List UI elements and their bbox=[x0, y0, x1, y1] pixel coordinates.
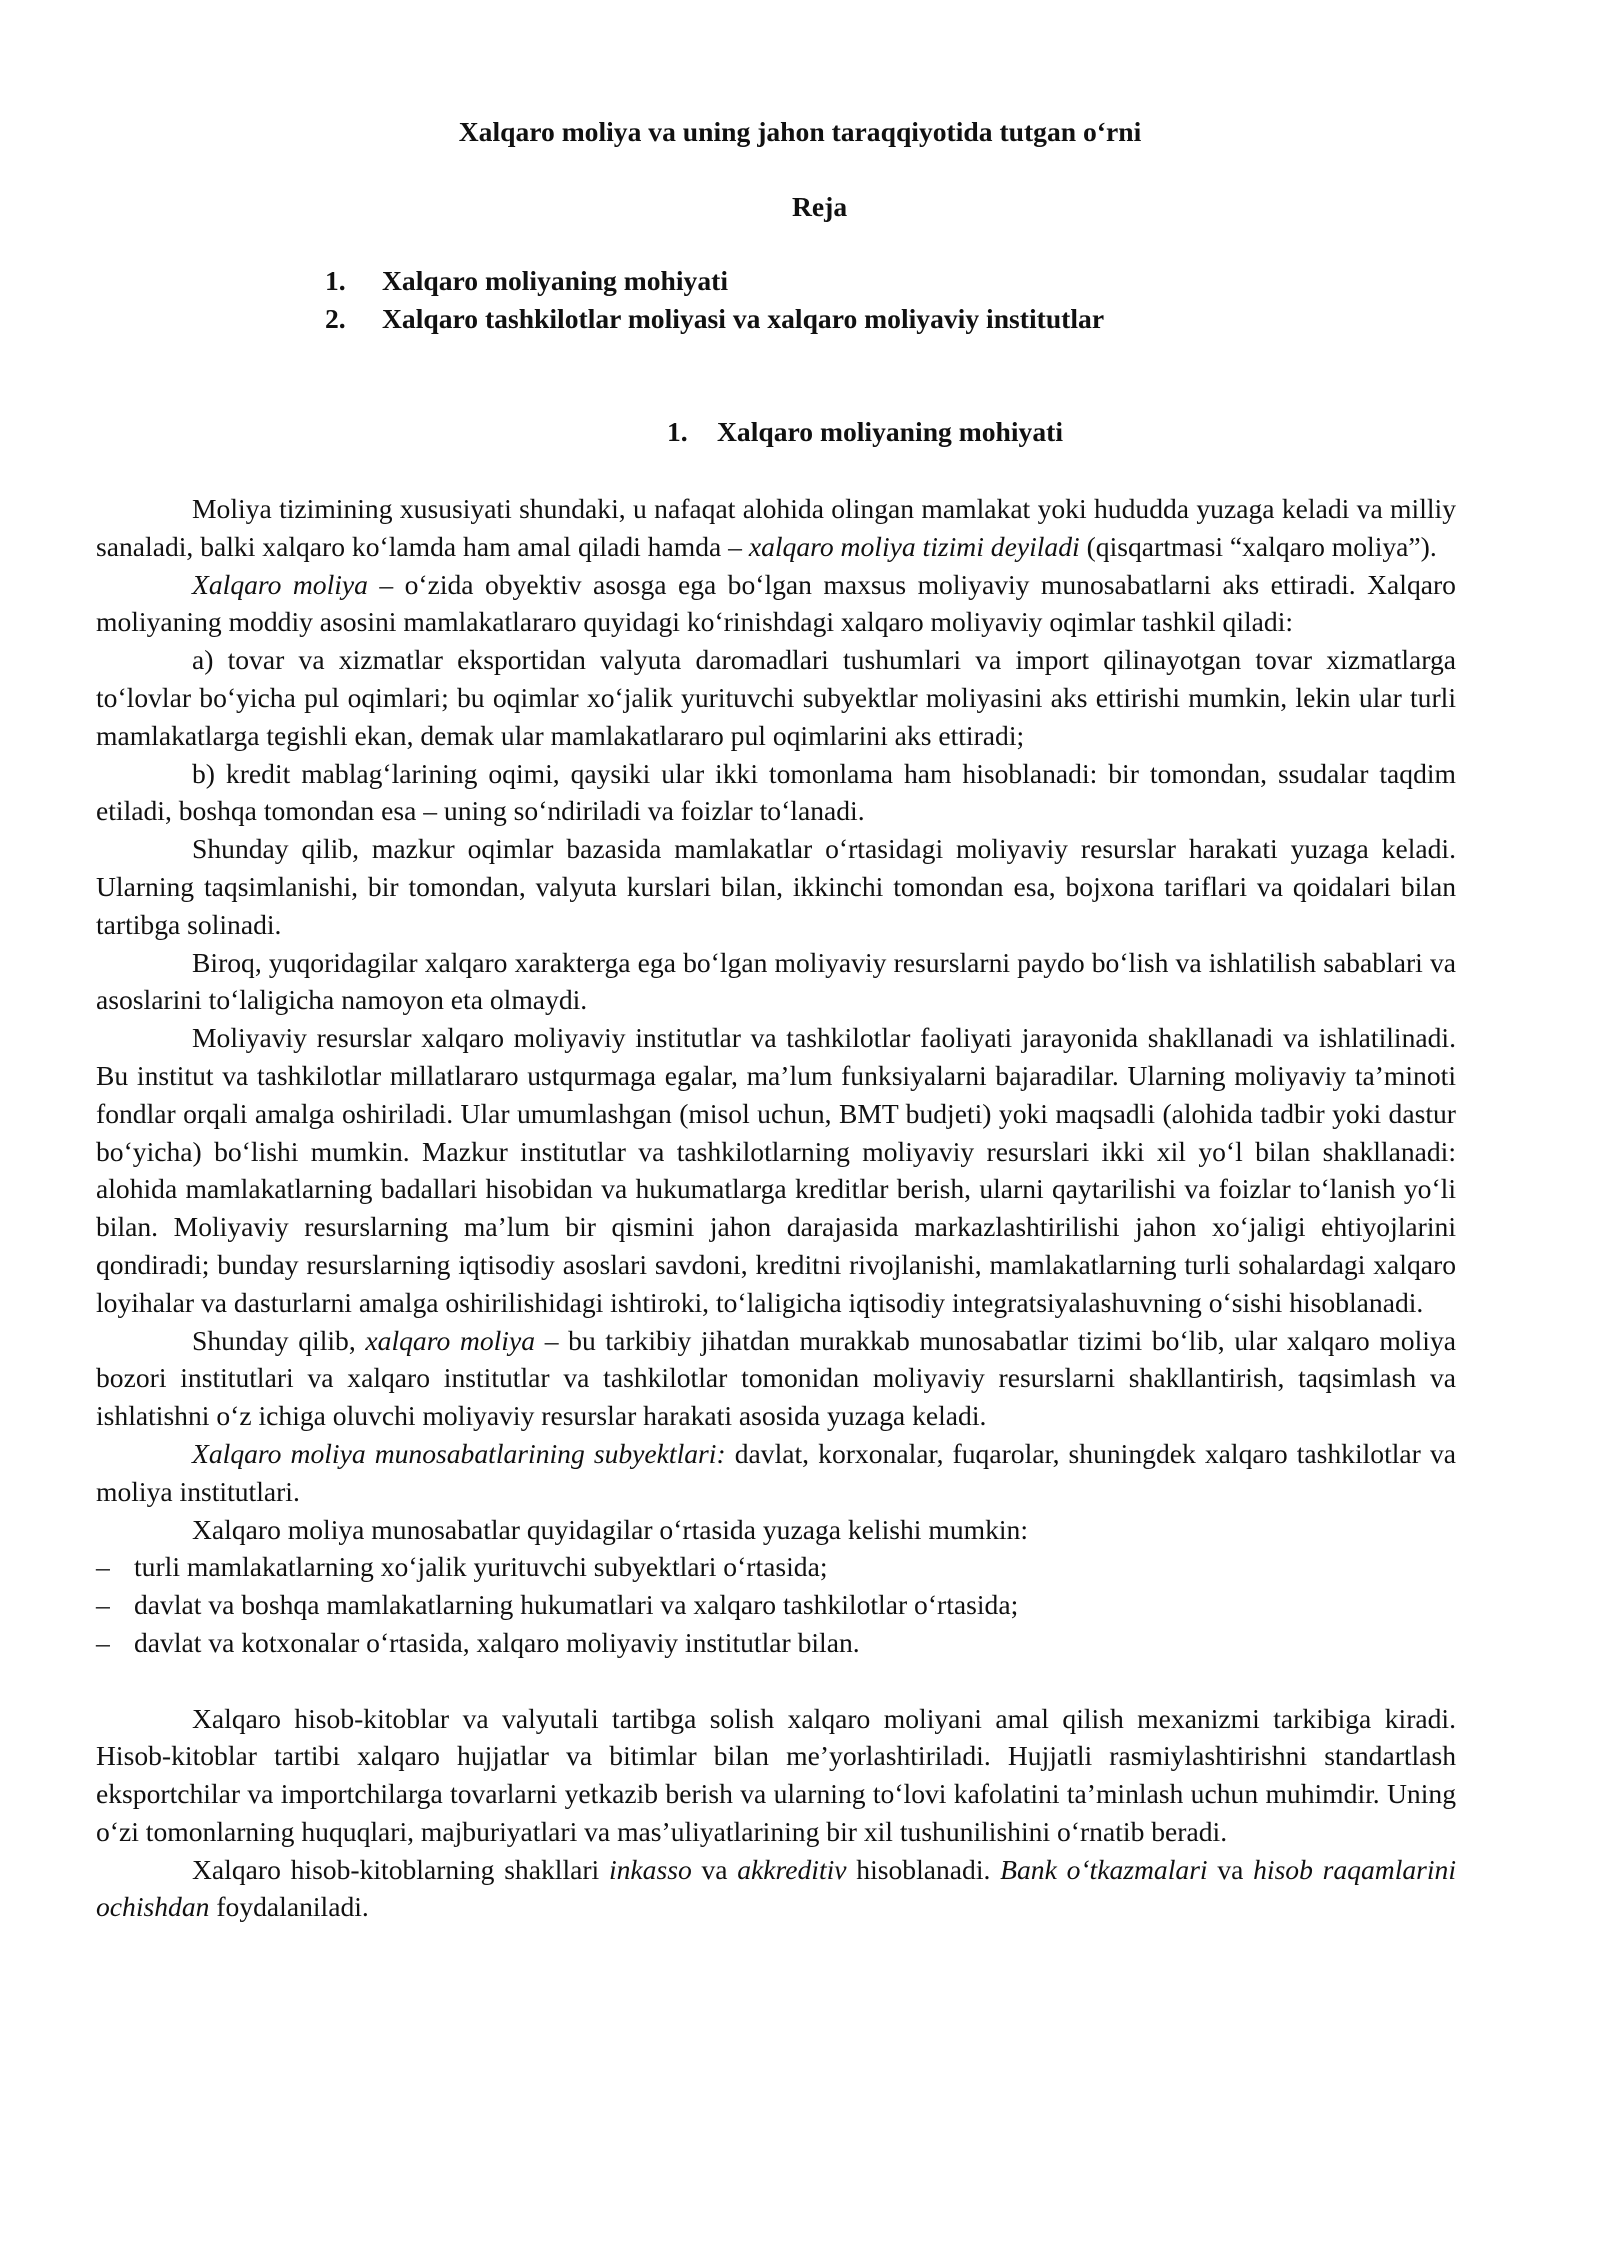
italic-term: Bank o‘tkazmalari bbox=[1000, 1853, 1208, 1885]
document-body bbox=[96, 490, 1456, 1926]
text-run: Moliya tizimining xususiyati shundaki, u nafaqat alohida olingan mamlakat yoki hududda yuzaga keladi va milliy sanaladi, balki xalqaro ko‘lamda ham amal qiladi hamda – bbox=[96, 493, 1456, 562]
paragraph-spacer bbox=[96, 1662, 1456, 1700]
dash-item-text: davlat va kotxonalar o‘rtasida, xalqaro moliyaviy institutlar bilan. bbox=[134, 1626, 860, 1658]
text-run: davlat, korxonalar, fuqarolar, shuningdek xalqaro tashkilotlar va moliya institutlari. bbox=[96, 1437, 1456, 1507]
plan-heading: Reja bbox=[792, 191, 848, 222]
paragraph bbox=[96, 490, 1456, 566]
plan-item bbox=[325, 300, 1104, 338]
paragraph bbox=[96, 566, 1456, 642]
dash-list-item bbox=[96, 1548, 1456, 1586]
plan-item-text: Xalqaro moliyaning mohiyati bbox=[382, 265, 728, 296]
dash-marker: – bbox=[96, 1626, 110, 1658]
paragraph bbox=[96, 1322, 1456, 1435]
dash-list-item bbox=[96, 1586, 1456, 1624]
plan-item-number: 1. bbox=[325, 265, 346, 296]
text-run: – o‘zida obyektiv asosga ega bo‘lgan maxsus moliyaviy munosabatlarni aks ettiradi. Xalqaro moliyaning moddiy asosini mamlakatlararo quyidagi ko‘rinishdagi xalqaro moliyaviy oqimlar tashkil qiladi: bbox=[96, 568, 1456, 638]
section-heading bbox=[667, 413, 1063, 451]
paragraph: b) kredit mablag‘larining oqimi, qaysiki ular ikki tomonlama ham hisoblanadi: bir tomondan, ssudalar taqdim etiladi, boshqa tomondan esa – uning so‘ndiriladi va foizlar to‘lanadi. bbox=[96, 757, 1456, 827]
paragraph bbox=[96, 1851, 1456, 1927]
text-run: (qisqartmasi “xalqaro moliya”). bbox=[1079, 530, 1437, 562]
dash-item-text: davlat va boshqa mamlakatlarning hukumatlari va xalqaro tashkilotlar o‘rtasida; bbox=[134, 1589, 1019, 1621]
text-run: hisoblanadi. bbox=[846, 1853, 1001, 1885]
plan-item-text: Xalqaro tashkilotlar moliyasi va xalqaro moliyaviy institutlar bbox=[382, 302, 1105, 334]
paragraph: Shunday qilib, mazkur oqimlar bazasida mamlakatlar o‘rtasidagi moliyaviy resurslar harakati yuzaga keladi. Ularning taqsimlanishi, bir tomondan, valyuta kurslari bilan, ikkinchi tomondan esa, bojxona tariflari va qoidalari bilan tartibga solinadi. bbox=[96, 833, 1456, 940]
text-run: – bu tarkibiy jihatdan murakkab munosabatlar tizimi bo‘lib, ular xalqaro moliya bozori institutlari va xalqaro institutlar va tashkilotlar tomonidan moliyaviy resurslarni shakllantirish, taqsimlash va ishlatishni o‘z ichiga oluvchi moliyaviy resurslar harakati asosida yuzaga keladi. bbox=[96, 1324, 1456, 1432]
italic-term: Xalqaro moliya munosabatlarining subyektlari: bbox=[192, 1437, 726, 1469]
text-run: Xalqaro hisob-kitoblarning shakllari bbox=[192, 1853, 609, 1885]
dash-marker: – bbox=[96, 1589, 110, 1621]
dash-marker: – bbox=[96, 1551, 110, 1583]
text-run: Shunday qilib, bbox=[192, 1324, 366, 1356]
italic-term: hisob raqamlarini ochishdan bbox=[96, 1853, 1457, 1923]
paragraph: Xalqaro moliya munosabatlar quyidagilar o‘rtasida yuzaga kelishi mumkin: bbox=[192, 1513, 1029, 1545]
paragraph: Moliyaviy resurslar xalqaro moliyaviy institutlar va tashkilotlar faoliyati jarayonida shakllanadi va ishlatilinadi. Bu institut va tashkilotlar millatlararo ustqurmaga egalar, ma’lum funksiyalarni bajaradilar. Ularning moliyaviy ta’minoti fondlar orqali amalga oshiriladi. Ular umumlashgan (misol uchun, BMT budjeti) yoki maqsadli (alohida tadbir yoki dastur bo‘yicha) bo‘lishi mumkin. Mazkur institutlar va tashkilotlarning moliyaviy resurslari ikki xil yo‘l bilan shakllanadi: alohida mamlakatlarning badallari hisobidan va hukumatlarga kreditlar berish, ularni qaytarilishi va foizlar to‘lanish yo‘li bilan. Moliyaviy resurslarning ma’lum bir qismini jahon darajasida markazlashtirilishi jahon xo‘jaligi ehtiyojlarini qondiradi; bunday resurslarning iqtisodiy asoslari savdoni, kreditni rivojlanishi, mamlakatlarning turli sohalardagi xalqaro loyihalar va dasturlarni amalga oshirilishidagi ishtiroki, to‘laligicha iqtisodiy integratsiyalashuvning o‘sishi hisoblanadi. bbox=[96, 1022, 1456, 1318]
italic-term: xalqaro moliya tizimi deyiladi bbox=[748, 530, 1080, 562]
dash-list-item bbox=[96, 1624, 1456, 1662]
plan-item bbox=[325, 262, 1104, 300]
paragraph: Xalqaro hisob-kitoblar va valyutali tartibga solish xalqaro moliyani amal qilish mexanizmi tarkibiga kiradi. Hisob-kitoblar tartibi xalqaro hujjatlar va bitimlar bilan me’yorlashtiriladi. Hujjatli rasmiylashtirishni standartlash eksportchilar va importchilarga tovarlarni yetkazib berish va ularning to‘lovi kafolatini ta’minlash uchun muhimdir. Uning o‘zi tomonlarning huquqlari, majburiyatlari va mas’uliyatlarining bir xil tushunilishini o‘rnatib beradi. bbox=[96, 1702, 1456, 1847]
plan-item-number: 2. bbox=[325, 302, 346, 334]
dash-item-text: turli mamlakatlarning xo‘jalik yurituvchi subyektlari o‘rtasida; bbox=[134, 1551, 828, 1583]
document-title: Xalqaro moliya va uning jahon taraqqiyotida tutgan o‘rni bbox=[458, 116, 1142, 147]
text-run: va bbox=[691, 1853, 738, 1885]
paragraph: a) tovar va xizmatlar eksportidan valyuta daromadlari tushumlari va import qilinayotgan tovar xizmatlarga to‘lovlar bo‘yicha pul oqimlari; bu oqimlar xo‘jalik yurituvchi subyektlar moliyasini aks ettirishi mumkin, lekin ular turli mamlakatlarga tegishli ekan, demak ular mamlakatlararo pul oqimlarini aks ettiradi; bbox=[96, 644, 1456, 751]
section-title: Xalqaro moliyaning mohiyati bbox=[717, 416, 1063, 447]
text-run: foydalaniladi. bbox=[209, 1891, 369, 1923]
text-run: va bbox=[1207, 1853, 1254, 1885]
plan-list bbox=[325, 262, 1104, 338]
section-number: 1. bbox=[667, 416, 688, 447]
italic-term: inkasso bbox=[608, 1853, 692, 1885]
italic-term: Xalqaro moliya bbox=[192, 568, 368, 600]
italic-term: akkreditiv bbox=[737, 1853, 847, 1885]
paragraph: Biroq, yuqoridagilar xalqaro xarakterga ega bo‘lgan moliyaviy resurslarni paydo bo‘lish va ishlatilish sabablari va asoslarini to‘laligicha namoyon eta olmaydi. bbox=[96, 946, 1456, 1016]
paragraph bbox=[96, 1435, 1456, 1511]
italic-term: xalqaro moliya bbox=[365, 1324, 536, 1356]
